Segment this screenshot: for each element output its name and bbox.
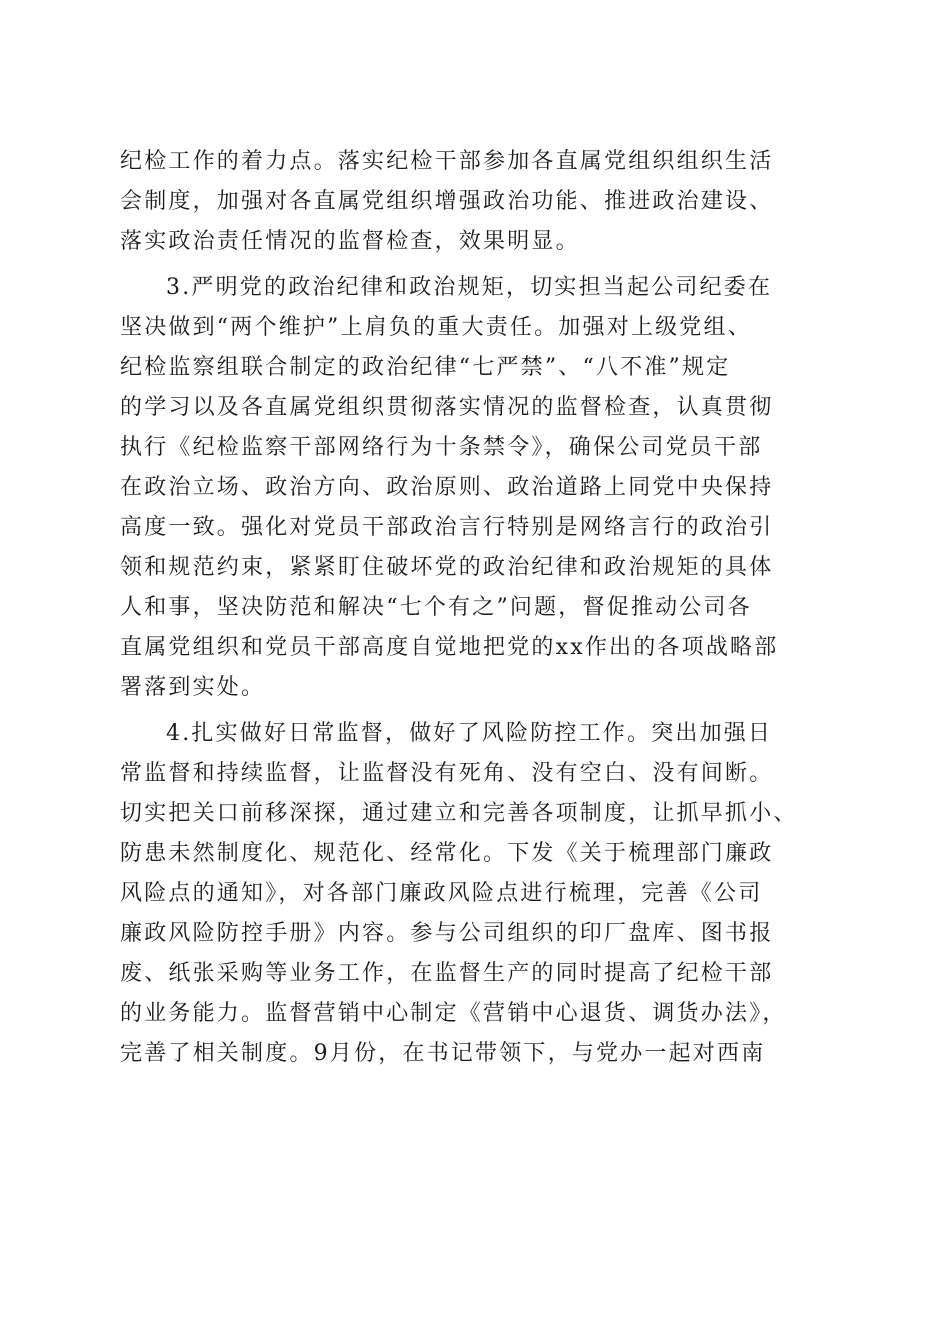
paragraph-line: 会制度，加强对各直属党组织增强政治功能、推进政治建设、	[120, 189, 774, 214]
paragraph-line: 廉政风险防控手册》内容。参与公司组织的印厂盘库、图书报	[120, 921, 774, 946]
document-body	[120, 142, 830, 1074]
paragraph-1	[120, 142, 830, 262]
paragraph-2	[120, 268, 830, 708]
paragraph-line: 落实政治责任情况的监督检查，效果明显。	[120, 229, 580, 254]
paragraph-line: 坚决做到“两个维护”上肩负的重大责任。加强对上级党组、	[120, 315, 752, 340]
paragraph-line: 纪检监察组联合制定的政治纪律“七严禁”、“八不准”规定	[120, 355, 731, 380]
paragraph-line: 高度一致。强化对党员干部政治言行特别是网络言行的政治引	[120, 515, 774, 540]
paragraph-line: 3.严明党的政治纪律和政治规矩，切实担当起公司纪委在	[166, 275, 773, 300]
paragraph-line: 常监督和持续监督，让监督没有死角、没有空白、没有间断。	[120, 761, 774, 786]
paragraph-line: 领和规范约束，紧紧盯住破坏党的政治纪律和政治规矩的具体	[120, 555, 774, 580]
paragraph-line: 防患未然制度化、规范化、经常化。下发《关于梳理部门廉政	[120, 841, 774, 866]
paragraph-line: 纪检工作的着力点。落实纪检干部参加各直属党组织组织生活	[120, 149, 774, 174]
paragraph-line: 4.扎实做好日常监督，做好了风险防控工作。突出加强日	[166, 721, 773, 746]
paragraph-line: 人和事，坚决防范和解决“七个有之”问题，督促推动公司各	[120, 595, 752, 620]
paragraph-line: 的业务能力。监督营销中心制定《营销中心退货、调货办法》，	[120, 1001, 787, 1026]
paragraph-line: 署落到实处。	[120, 675, 266, 700]
paragraph-line: 风险点的通知》，对各部门廉政风险点进行梳理，完善《公司	[120, 881, 763, 906]
paragraph-line: 执行《纪检监察干部网络行为十条禁令》，确保公司党员干部	[120, 435, 763, 460]
paragraph-line: 直属党组织和党员干部高度自觉地把党的xx作出的各项战略部	[120, 635, 779, 660]
paragraph-line: 在政治立场、政治方向、政治原则、政治道路上同党中央保持	[120, 475, 774, 500]
paragraph-line: 切实把关口前移深探，通过建立和完善各项制度，让抓早抓小、	[120, 801, 798, 826]
paragraph-line: 完善了相关制度。9月份，在书记带领下，与党办一起对西南	[120, 1041, 766, 1066]
paragraph-line: 废、纸张采购等业务工作，在监督生产的同时提高了纪检干部	[120, 961, 774, 986]
paragraph-line: 的学习以及各直属党组织贯彻落实情况的监督检查，认真贯彻	[120, 395, 774, 420]
paragraph-3	[120, 714, 830, 1074]
